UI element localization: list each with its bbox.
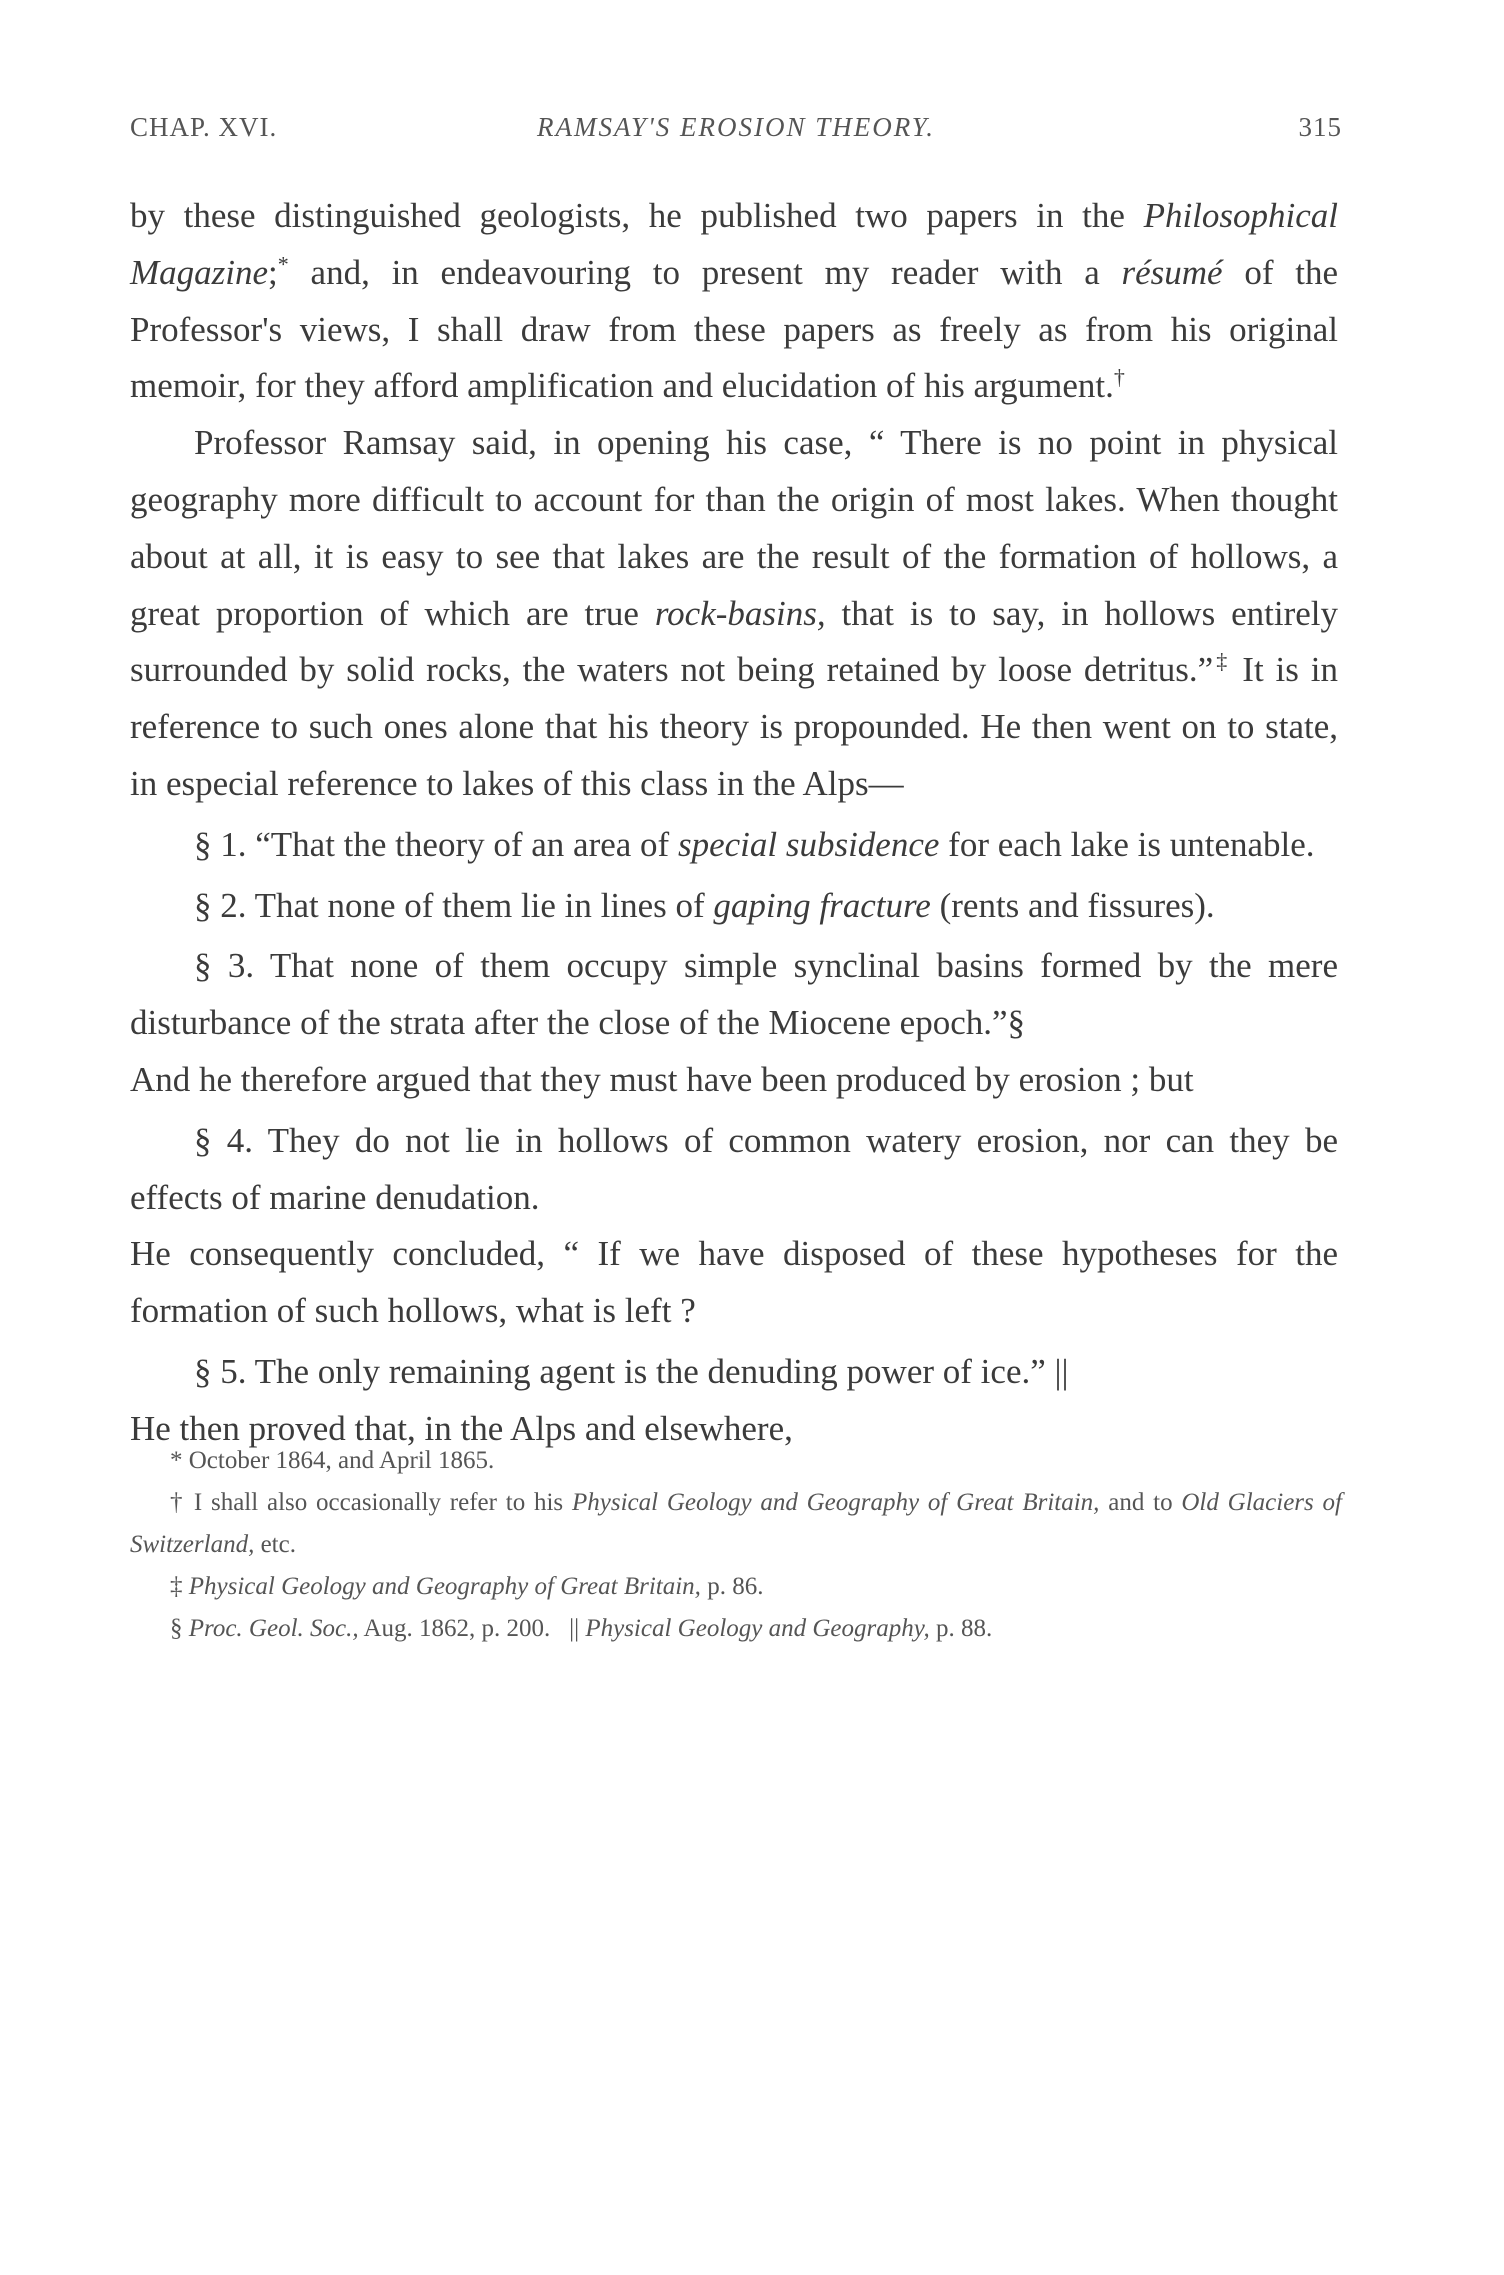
chapter-label: CHAP. XVI. <box>130 112 278 142</box>
section-item: § 2. That none of them lie in lines of gaping fracture (rents and fissures). <box>194 885 1215 925</box>
page-number: 315 <box>1298 112 1342 142</box>
paragraph: Professor Ramsay said, in opening his case, “ There is no point in physical geography more difficult to account for than the origin of most lakes. When thought about at all, it is easy to see that lakes are the result of the formation of hollows, a great proportion of which are true rock-basins, that is to say, in hollows entirely surrounded by solid rocks, the waters not being retained by loose detritus.”‡ It is in reference to such ones alone that his theory is propounded. He then went on to state, in especial reference to lakes of this class in the Alps— <box>130 423 1338 803</box>
footnote-ref: ‡ <box>1213 648 1231 674</box>
footnote: * October 1864, and April 1865. <box>170 1447 495 1474</box>
body-text <box>130 188 1338 1458</box>
footnote-ref: * <box>277 251 289 277</box>
footnote: † I shall also occasionally refer to his Physical Geology and Geography of Great Britain, and to Old Glaciers of Switzerland, etc. <box>130 1489 1343 1558</box>
footnotes <box>130 1440 1342 1650</box>
paragraph: And he therefore argued that they must have been produced by erosion ; but <box>130 1059 1194 1099</box>
running-title: RAMSAY'S EROSION THEORY. <box>536 112 936 142</box>
paragraph: by these distinguished geologists, he published two papers in the Philosophical Magazine;* and, in endeavouring to present my reader with a résumé of the Professor's views, I shall draw from these papers as freely as from his original memoir, for they afford amplification and elucidation of his argument.† <box>130 196 1338 406</box>
footnote-ref: † <box>1113 364 1125 390</box>
paragraph: He then proved that, in the Alps and elsewhere, <box>130 1408 793 1448</box>
section-item: § 1. “That the theory of an area of special subsidence for each lake is untenable. <box>194 824 1315 864</box>
footnote: ‡ Physical Geology and Geography of Great Britain, p. 86. <box>170 1573 764 1600</box>
section-item: § 5. The only remaining agent is the denuding power of ice.” || <box>194 1351 1069 1391</box>
section-item: § 4. They do not lie in hollows of common watery erosion, nor can they be effects of marine denudation. <box>130 1120 1338 1217</box>
running-header <box>130 112 1342 152</box>
footnote: § Proc. Geol. Soc., Aug. 1862, p. 200. || Physical Geology and Geography, p. 88. <box>170 1615 993 1642</box>
paragraph: He consequently concluded, “ If we have disposed of these hypotheses for the formation of such hollows, what is left ? <box>130 1234 1338 1331</box>
section-item: § 3. That none of them occupy simple synclinal basins formed by the mere disturbance of the strata after the close of the Miocene epoch.”§ <box>130 946 1338 1043</box>
